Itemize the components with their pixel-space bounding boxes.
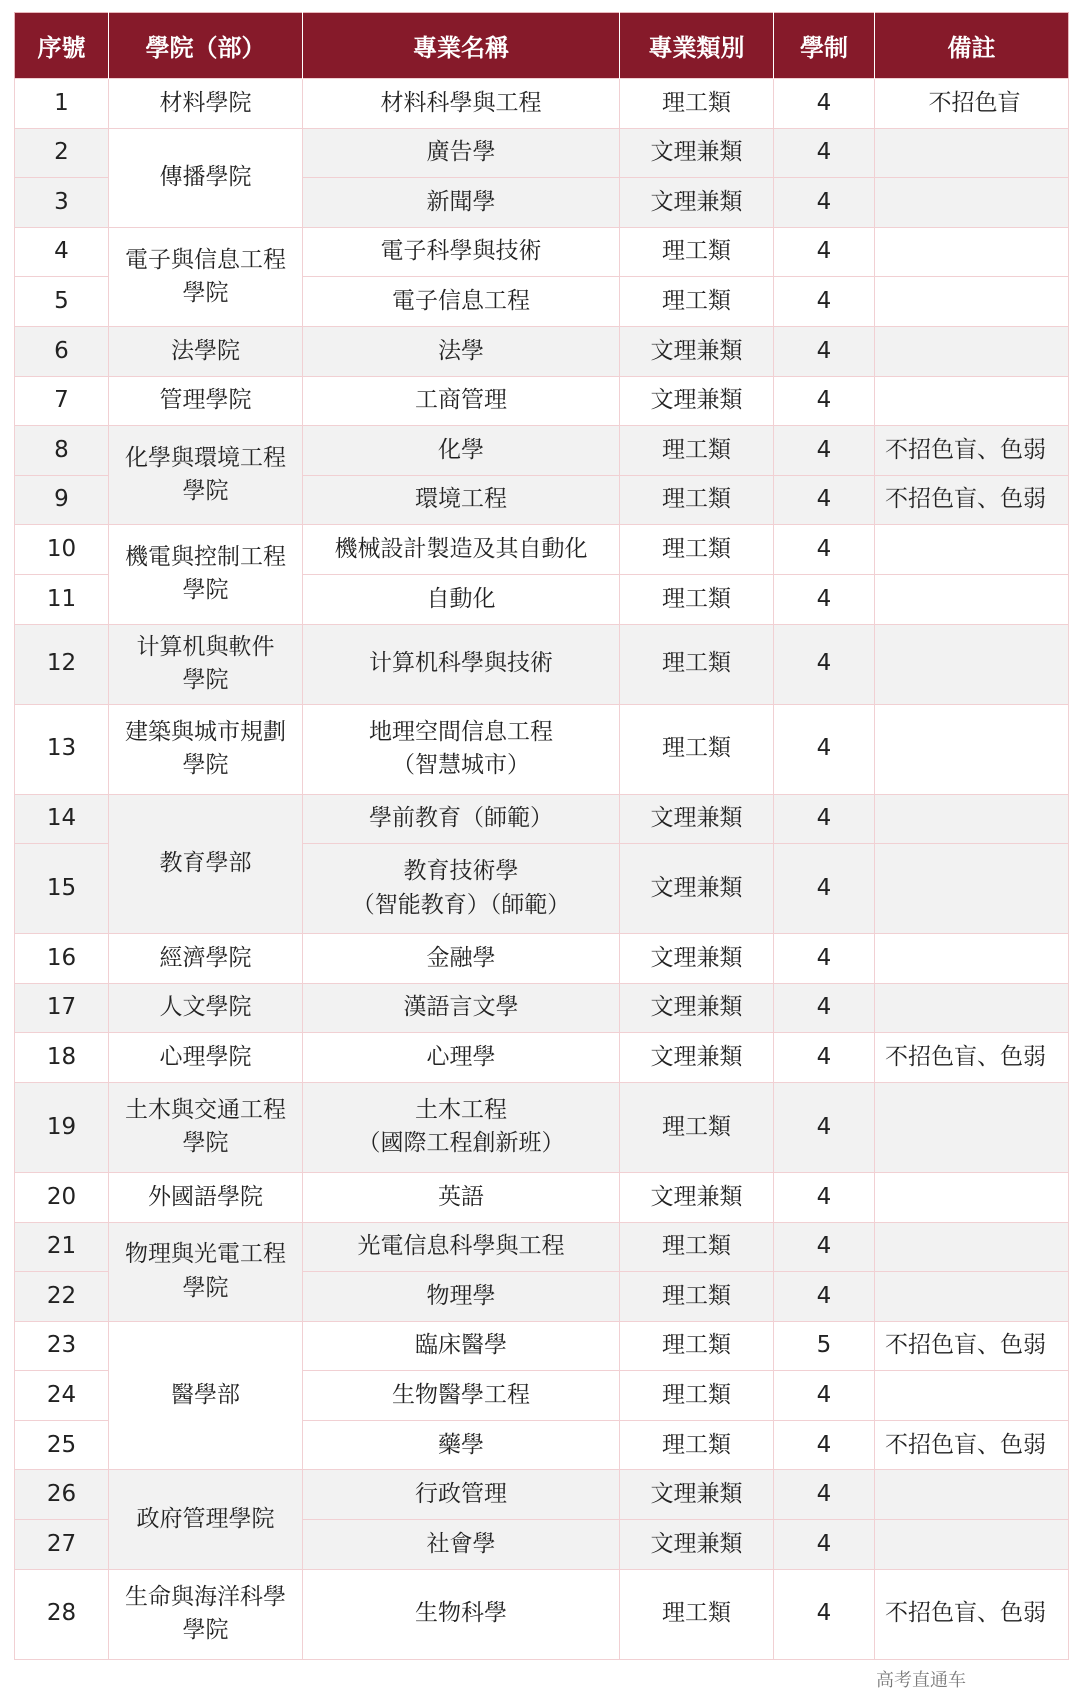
category-cell: 理工類 <box>620 1569 774 1659</box>
college-cell: 電子與信息工程 學院 <box>109 227 303 326</box>
years-cell: 4 <box>774 178 875 228</box>
major-cell: 電子信息工程 <box>303 277 620 327</box>
watermark: 高考直通车 <box>876 1670 966 1691</box>
years-cell: 4 <box>774 1222 875 1272</box>
note-cell <box>875 525 1069 575</box>
row-number: 26 <box>15 1470 109 1520</box>
row-number: 28 <box>15 1569 109 1659</box>
years-cell: 4 <box>774 79 875 129</box>
table-row <box>15 326 1069 376</box>
category-cell: 理工類 <box>620 574 774 624</box>
years-cell: 4 <box>774 1420 875 1470</box>
college-cell: 材料學院 <box>109 79 303 129</box>
major-cell: 光電信息科學與工程 <box>303 1222 620 1272</box>
category-cell: 文理兼類 <box>620 844 774 934</box>
category-cell: 文理兼類 <box>620 376 774 426</box>
major-cell: 法學 <box>303 326 620 376</box>
college-cell: 物理與光電工程 學院 <box>109 1222 303 1321</box>
note-cell <box>875 1371 1069 1421</box>
table-row <box>15 525 1069 575</box>
row-number: 11 <box>15 574 109 624</box>
major-cell: 藥學 <box>303 1420 620 1470</box>
row-number: 25 <box>15 1420 109 1470</box>
row-number: 18 <box>15 1033 109 1083</box>
years-cell: 4 <box>774 426 875 476</box>
note-cell: 不招色盲、色弱 <box>875 475 1069 525</box>
table-header <box>15 13 1069 79</box>
row-number: 10 <box>15 525 109 575</box>
note-cell: 不招色盲、色弱 <box>875 1569 1069 1659</box>
table-row <box>15 1222 1069 1272</box>
years-cell: 4 <box>774 844 875 934</box>
major-cell: 機械設計製造及其自動化 <box>303 525 620 575</box>
row-number: 6 <box>15 326 109 376</box>
header-college: 學院（部） <box>109 13 303 79</box>
college-cell: 心理學院 <box>109 1033 303 1083</box>
college-cell: 化學與環境工程 學院 <box>109 426 303 525</box>
row-number: 5 <box>15 277 109 327</box>
major-cell: 生物科學 <box>303 1569 620 1659</box>
major-cell: 材料科學與工程 <box>303 79 620 129</box>
years-cell: 4 <box>774 983 875 1033</box>
note-cell: 不招色盲、色弱 <box>875 1420 1069 1470</box>
row-number: 19 <box>15 1082 109 1172</box>
category-cell: 文理兼類 <box>620 1033 774 1083</box>
category-cell: 理工類 <box>620 624 774 704</box>
note-cell <box>875 1520 1069 1570</box>
row-number: 13 <box>15 704 109 794</box>
note-cell: 不招色盲 <box>875 79 1069 129</box>
category-cell: 理工類 <box>620 1420 774 1470</box>
years-cell: 4 <box>774 1371 875 1421</box>
years-cell: 4 <box>774 475 875 525</box>
table-row <box>15 704 1069 794</box>
major-cell: 计算机科學與技術 <box>303 624 620 704</box>
header-category: 專業類別 <box>620 13 774 79</box>
row-number: 15 <box>15 844 109 934</box>
college-cell: 機電與控制工程 學院 <box>109 525 303 624</box>
note-cell <box>875 227 1069 277</box>
table-row <box>15 1569 1069 1659</box>
category-cell: 文理兼類 <box>620 983 774 1033</box>
major-cell: 工商管理 <box>303 376 620 426</box>
college-cell: 土木與交通工程 學院 <box>109 1082 303 1172</box>
table-row <box>15 128 1069 178</box>
years-cell: 4 <box>774 525 875 575</box>
category-cell: 理工類 <box>620 277 774 327</box>
years-cell: 4 <box>774 934 875 984</box>
category-cell: 理工類 <box>620 1272 774 1322</box>
major-cell: 學前教育（師範） <box>303 794 620 844</box>
category-cell: 文理兼類 <box>620 1520 774 1570</box>
major-cell: 生物醫學工程 <box>303 1371 620 1421</box>
major-cell: 新聞學 <box>303 178 620 228</box>
table-body <box>15 79 1069 1660</box>
row-number: 23 <box>15 1321 109 1371</box>
majors-table <box>14 12 1069 1660</box>
college-cell: 傳播學院 <box>109 128 303 227</box>
row-number: 17 <box>15 983 109 1033</box>
note-cell: 不招色盲、色弱 <box>875 1033 1069 1083</box>
row-number: 2 <box>15 128 109 178</box>
major-cell: 地理空間信息工程 （智慧城市） <box>303 704 620 794</box>
years-cell: 4 <box>774 1033 875 1083</box>
table-row <box>15 1033 1069 1083</box>
years-cell: 4 <box>774 1569 875 1659</box>
category-cell: 理工類 <box>620 525 774 575</box>
category-cell: 理工類 <box>620 1321 774 1371</box>
header-number: 序號 <box>15 13 109 79</box>
table-row <box>15 1172 1069 1222</box>
major-cell: 土木工程 （國際工程創新班） <box>303 1082 620 1172</box>
years-cell: 4 <box>774 704 875 794</box>
table-row <box>15 1082 1069 1172</box>
category-cell: 理工類 <box>620 704 774 794</box>
category-cell: 理工類 <box>620 1222 774 1272</box>
row-number: 8 <box>15 426 109 476</box>
note-cell <box>875 178 1069 228</box>
years-cell: 4 <box>774 376 875 426</box>
note-cell <box>875 934 1069 984</box>
category-cell: 理工類 <box>620 227 774 277</box>
years-cell: 4 <box>774 326 875 376</box>
table-row <box>15 934 1069 984</box>
row-number: 24 <box>15 1371 109 1421</box>
major-cell: 心理學 <box>303 1033 620 1083</box>
note-cell <box>875 704 1069 794</box>
header-years: 學制 <box>774 13 875 79</box>
header-major: 專業名稱 <box>303 13 620 79</box>
note-cell <box>875 1470 1069 1520</box>
table-row <box>15 79 1069 129</box>
note-cell <box>875 794 1069 844</box>
category-cell: 文理兼類 <box>620 794 774 844</box>
note-cell <box>875 1272 1069 1322</box>
college-cell: 醫學部 <box>109 1321 303 1470</box>
row-number: 7 <box>15 376 109 426</box>
college-cell: 建築與城市規劃 學院 <box>109 704 303 794</box>
major-cell: 英語 <box>303 1172 620 1222</box>
table-row <box>15 1470 1069 1520</box>
years-cell: 4 <box>774 624 875 704</box>
row-number: 16 <box>15 934 109 984</box>
major-cell: 環境工程 <box>303 475 620 525</box>
major-cell: 自動化 <box>303 574 620 624</box>
note-cell <box>875 1172 1069 1222</box>
note-cell <box>875 983 1069 1033</box>
table-row <box>15 376 1069 426</box>
row-number: 12 <box>15 624 109 704</box>
college-cell: 法學院 <box>109 326 303 376</box>
category-cell: 文理兼類 <box>620 178 774 228</box>
category-cell: 理工類 <box>620 475 774 525</box>
years-cell: 4 <box>774 1520 875 1570</box>
major-cell: 教育技術學 （智能教育）（師範） <box>303 844 620 934</box>
category-cell: 文理兼類 <box>620 128 774 178</box>
years-cell: 4 <box>774 794 875 844</box>
note-cell <box>875 128 1069 178</box>
note-cell <box>875 574 1069 624</box>
table-row <box>15 624 1069 704</box>
note-cell <box>875 1222 1069 1272</box>
college-cell: 计算机與軟件 學院 <box>109 624 303 704</box>
category-cell: 理工類 <box>620 1371 774 1421</box>
note-cell <box>875 376 1069 426</box>
row-number: 3 <box>15 178 109 228</box>
college-cell: 生命與海洋科學 學院 <box>109 1569 303 1659</box>
row-number: 27 <box>15 1520 109 1570</box>
table-row <box>15 426 1069 476</box>
note-cell <box>875 326 1069 376</box>
category-cell: 文理兼類 <box>620 934 774 984</box>
years-cell: 4 <box>774 1082 875 1172</box>
years-cell: 4 <box>774 574 875 624</box>
category-cell: 文理兼類 <box>620 1470 774 1520</box>
table-row <box>15 1321 1069 1371</box>
college-cell: 教育學部 <box>109 794 303 934</box>
college-cell: 政府管理學院 <box>109 1470 303 1569</box>
years-cell: 4 <box>774 128 875 178</box>
years-cell: 4 <box>774 227 875 277</box>
college-cell: 人文學院 <box>109 983 303 1033</box>
years-cell: 4 <box>774 1470 875 1520</box>
table-row <box>15 983 1069 1033</box>
category-cell: 文理兼類 <box>620 1172 774 1222</box>
table-row <box>15 227 1069 277</box>
note-cell: 不招色盲、色弱 <box>875 426 1069 476</box>
major-cell: 行政管理 <box>303 1470 620 1520</box>
row-number: 4 <box>15 227 109 277</box>
years-cell: 4 <box>774 277 875 327</box>
header-row <box>15 13 1069 79</box>
row-number: 22 <box>15 1272 109 1322</box>
category-cell: 理工類 <box>620 426 774 476</box>
note-cell <box>875 844 1069 934</box>
years-cell: 4 <box>774 1272 875 1322</box>
category-cell: 文理兼類 <box>620 326 774 376</box>
major-cell: 廣告學 <box>303 128 620 178</box>
row-number: 14 <box>15 794 109 844</box>
category-cell: 理工類 <box>620 1082 774 1172</box>
major-cell: 臨床醫學 <box>303 1321 620 1371</box>
table-row <box>15 794 1069 844</box>
major-cell: 物理學 <box>303 1272 620 1322</box>
row-number: 9 <box>15 475 109 525</box>
major-cell: 金融學 <box>303 934 620 984</box>
major-cell: 化學 <box>303 426 620 476</box>
header-note: 備註 <box>875 13 1069 79</box>
note-cell <box>875 1082 1069 1172</box>
college-cell: 管理學院 <box>109 376 303 426</box>
category-cell: 理工類 <box>620 79 774 129</box>
years-cell: 4 <box>774 1172 875 1222</box>
college-cell: 經濟學院 <box>109 934 303 984</box>
major-cell: 電子科學與技術 <box>303 227 620 277</box>
years-cell: 5 <box>774 1321 875 1371</box>
major-cell: 社會學 <box>303 1520 620 1570</box>
row-number: 1 <box>15 79 109 129</box>
note-cell <box>875 277 1069 327</box>
major-cell: 漢語言文學 <box>303 983 620 1033</box>
note-cell: 不招色盲、色弱 <box>875 1321 1069 1371</box>
row-number: 21 <box>15 1222 109 1272</box>
row-number: 20 <box>15 1172 109 1222</box>
note-cell <box>875 624 1069 704</box>
college-cell: 外國語學院 <box>109 1172 303 1222</box>
